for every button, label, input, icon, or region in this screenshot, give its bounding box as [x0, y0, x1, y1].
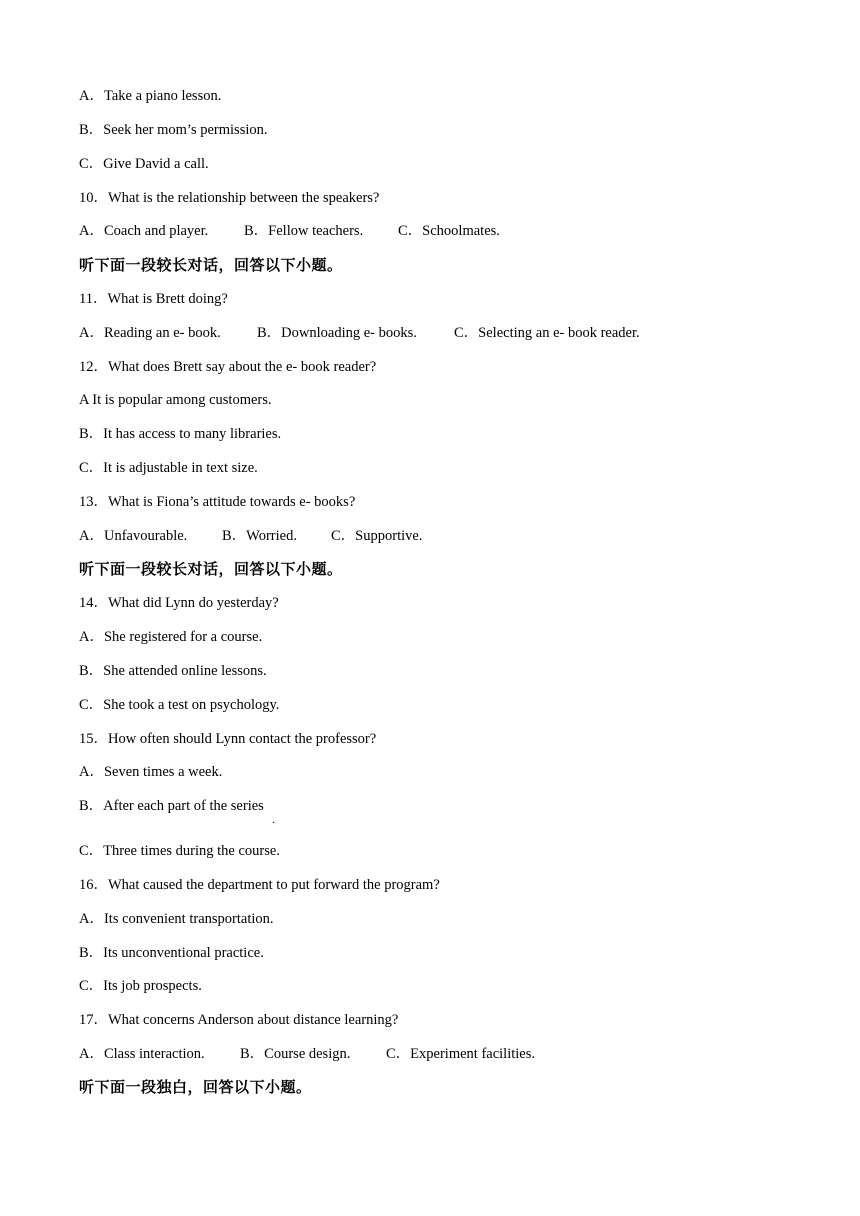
q14-option-a: A．She registered for a course. [79, 629, 263, 645]
q15-option-a: A．Seven times a week. [79, 764, 223, 780]
q13-option-c: C．Supportive. [331, 528, 423, 544]
question-10: 10．What is the relationship between the speakers? [79, 190, 380, 206]
section-heading-2: 听下面一段较长对话，回答以下小题。 [79, 560, 343, 578]
q9-option-b: B．Seek her mom’s permission. [79, 122, 268, 138]
q11-option-c: C．Selecting an e- book reader. [454, 325, 640, 341]
question-14: 14．What did Lynn do yesterday? [79, 595, 279, 611]
q10-option-c: C．Schoolmates. [398, 223, 500, 239]
q13-option-a: A．Unfavourable. [79, 528, 188, 544]
q14-option-b: B．She attended online lessons. [79, 663, 267, 679]
q17-option-a: A．Class interaction. [79, 1046, 205, 1062]
q12-option-b: B．It has access to many libraries. [79, 426, 282, 442]
q16-option-a: A．Its convenient transportation. [79, 911, 274, 927]
question-13: 13．What is Fiona’s attitude towards e- books? [79, 494, 356, 510]
question-15: 15．How often should Lynn contact the professor? [79, 731, 377, 747]
question-17: 17．What concerns Anderson about distance learning? [79, 1012, 399, 1028]
section-heading-1: 听下面一段较长对话，回答以下小题。 [79, 256, 343, 274]
q12-option-c: C．It is adjustable in text size. [79, 460, 258, 476]
q12-option-a: A It is popular among customers. [79, 392, 272, 408]
q11-option-b: B．Downloading e- books. [257, 325, 417, 341]
q13-option-b: B．Worried. [222, 528, 297, 544]
q16-option-c: C．Its job prospects. [79, 978, 202, 994]
q14-option-c: C．She took a test on psychology. [79, 697, 280, 713]
question-12: 12．What does Brett say about the e- book reader? [79, 359, 377, 375]
q10-option-b: B．Fellow teachers. [244, 223, 364, 239]
section-heading-3: 听下面一段独白，回答以下小题。 [79, 1078, 312, 1096]
q9-option-c: C．Give David a call. [79, 156, 209, 172]
stray-mark: . [272, 812, 275, 826]
q15-option-c: C．Three times during the course. [79, 843, 280, 859]
question-16: 16．What caused the department to put forward the program? [79, 877, 440, 893]
q15-option-b: B．After each part of the series [79, 798, 264, 814]
q10-option-a: A．Coach and player. [79, 223, 209, 239]
q17-option-c: C．Experiment facilities. [386, 1046, 535, 1062]
question-11: 11．What is Brett doing? [79, 291, 228, 307]
q16-option-b: B．Its unconventional practice. [79, 945, 264, 961]
q11-option-a: A．Reading an e- book. [79, 325, 221, 341]
q9-option-a: A．Take a piano lesson. [79, 88, 222, 104]
q17-option-b: B．Course design. [240, 1046, 351, 1062]
